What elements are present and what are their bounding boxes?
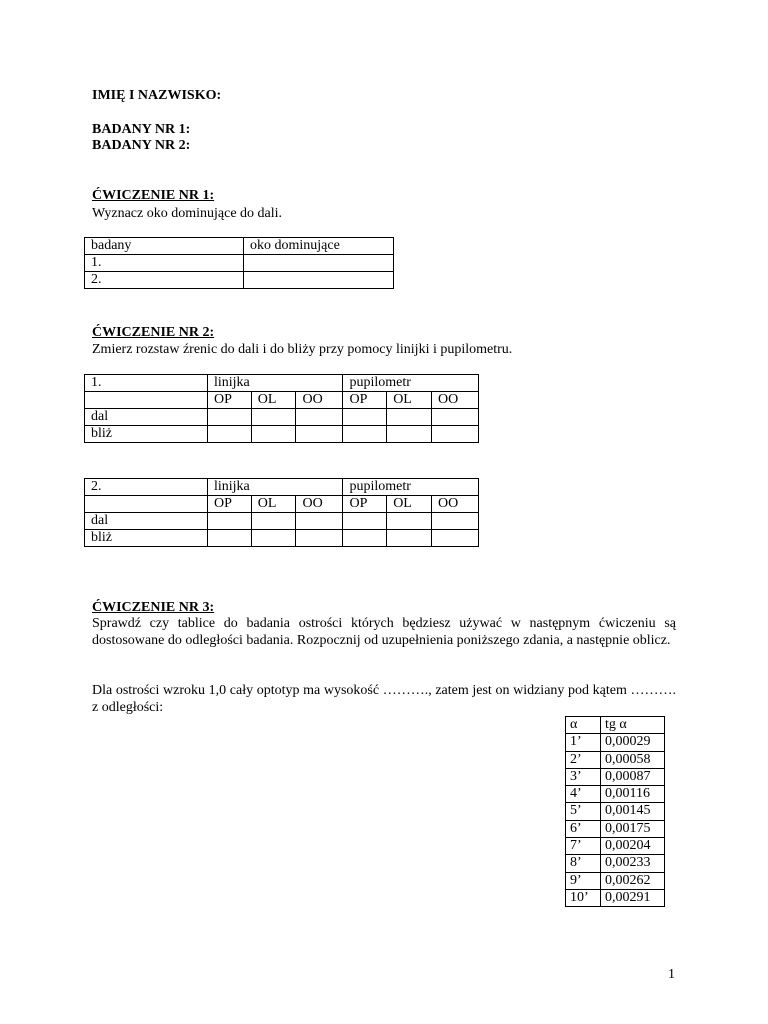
table-cell: 7’ (566, 838, 601, 855)
table-cell (208, 426, 252, 443)
table-col-header: OO (431, 496, 478, 513)
table-row (566, 803, 665, 820)
table-row (566, 768, 665, 785)
table-cell: 0,00145 (601, 803, 665, 820)
table-cell: 6’ (566, 820, 601, 837)
table-row-label: dal (85, 513, 208, 530)
table-col-header: OL (387, 496, 432, 513)
table-cell (343, 409, 387, 426)
table-cell (296, 426, 343, 443)
table-cell (343, 426, 387, 443)
dominant-eye-table (84, 237, 394, 289)
table-row-label: bliż (85, 530, 208, 547)
table-cell: 0,00116 (601, 786, 665, 803)
table-cell: 2’ (566, 751, 601, 768)
table-col-header: OP (343, 496, 387, 513)
table-cell (431, 409, 478, 426)
table-cell (387, 409, 432, 426)
table-cell: 1’ (566, 734, 601, 751)
table-col-header: OO (296, 496, 343, 513)
table-cell: 8’ (566, 855, 601, 872)
table-header-cell: tg α (601, 717, 665, 734)
table-row (566, 889, 665, 906)
pd-table-1 (84, 374, 479, 443)
exercise-2-title: ĆWICZENIE NR 2: (92, 325, 215, 340)
table-cell (85, 392, 208, 409)
table-cell (387, 426, 432, 443)
table-header-cell: α (566, 717, 601, 734)
table-row (566, 820, 665, 837)
table-subheader-row (85, 392, 479, 409)
exercise-2-instruction: Zmierz rozstaw źrenic do dali i do bliży przy pomocy linijki i pupilometru. (92, 342, 513, 357)
table-col-header: OL (251, 496, 296, 513)
table-cell (296, 513, 343, 530)
table-group-header-pupilometer: pupilometr (343, 375, 479, 392)
table-row (566, 786, 665, 803)
table-row (85, 409, 479, 426)
table-row-label: bliż (85, 426, 208, 443)
table-row (85, 255, 394, 272)
exercise-1-instruction: Wyznacz oko dominujące do dali. (92, 206, 283, 221)
table-group-header-pupilometer: pupilometr (343, 479, 479, 496)
table-subject-label: 2. (85, 479, 208, 496)
table-cell (251, 530, 296, 547)
table-col-header: OP (208, 392, 252, 409)
table-cell (208, 530, 252, 547)
table-row (566, 872, 665, 889)
table-row (85, 530, 479, 547)
table-col-header: OO (296, 392, 343, 409)
table-cell (431, 426, 478, 443)
exercise-3-title: ĆWICZENIE NR 3: (92, 600, 215, 615)
table-cell (431, 530, 478, 547)
table-header-row (85, 375, 479, 392)
table-group-header-ruler: linijka (208, 375, 343, 392)
pd-table-2 (84, 478, 479, 547)
table-cell: 0,00175 (601, 820, 665, 837)
table-col-header: OP (343, 392, 387, 409)
table-cell (244, 255, 394, 272)
subject-2-label: BADANY NR 2: (92, 138, 191, 153)
table-cell (251, 513, 296, 530)
table-header-cell: badany (85, 238, 244, 255)
table-cell: 10’ (566, 889, 601, 906)
name-label: IMIĘ I NAZWISKO: (92, 88, 222, 103)
table-cell (296, 530, 343, 547)
table-col-header: OL (387, 392, 432, 409)
table-row-label: dal (85, 409, 208, 426)
table-cell (251, 426, 296, 443)
table-row (566, 838, 665, 855)
subject-1-label: BADANY NR 1: (92, 122, 191, 137)
exercise-3-paragraph-1: Sprawdź czy tablice do badania ostrości których będziesz używać w następnym ćwiczeniu są dostosowane do odległości badania. Rozpocznij od uzupełnienia poniższego zdania, a następnie oblicz. (92, 616, 676, 648)
table-col-header: OP (208, 496, 252, 513)
table-cell (431, 513, 478, 530)
table-header-row (566, 717, 665, 734)
table-cell: 3’ (566, 768, 601, 785)
table-cell (208, 513, 252, 530)
table-cell: 0,00262 (601, 872, 665, 889)
table-cell: 0,00029 (601, 734, 665, 751)
table-cell: 0,00058 (601, 751, 665, 768)
table-row (566, 855, 665, 872)
table-cell (387, 513, 432, 530)
table-cell: 0,00087 (601, 768, 665, 785)
table-group-header-ruler: linijka (208, 479, 343, 496)
table-header-row (85, 238, 394, 255)
table-cell: 9’ (566, 872, 601, 889)
table-cell (251, 409, 296, 426)
exercise-3-paragraph-2: Dla ostrości wzroku 1,0 cały optotyp ma wysokość ………., zatem jest on widziany pod kątem ………. z odległości: (92, 683, 676, 715)
table-cell: 0,00204 (601, 838, 665, 855)
table-row (566, 734, 665, 751)
table-cell: 5’ (566, 803, 601, 820)
table-col-header: OL (251, 392, 296, 409)
table-row (85, 426, 479, 443)
table-cell (244, 272, 394, 289)
page-number: 1 (668, 967, 675, 982)
table-cell (343, 513, 387, 530)
table-cell: 1. (85, 255, 244, 272)
table-row (85, 272, 394, 289)
table-subject-label: 1. (85, 375, 208, 392)
table-cell: 4’ (566, 786, 601, 803)
exercise-1-title: ĆWICZENIE NR 1: (92, 188, 215, 203)
table-cell (387, 530, 432, 547)
table-cell (296, 409, 343, 426)
table-row (566, 751, 665, 768)
table-header-cell: oko dominujące (244, 238, 394, 255)
table-cell (343, 530, 387, 547)
angle-tangent-table (565, 716, 665, 907)
table-row (85, 513, 479, 530)
table-col-header: OO (431, 392, 478, 409)
table-cell: 2. (85, 272, 244, 289)
table-cell (85, 496, 208, 513)
table-cell (208, 409, 252, 426)
table-header-row (85, 479, 479, 496)
table-subheader-row (85, 496, 479, 513)
table-cell: 0,00233 (601, 855, 665, 872)
table-cell: 0,00291 (601, 889, 665, 906)
